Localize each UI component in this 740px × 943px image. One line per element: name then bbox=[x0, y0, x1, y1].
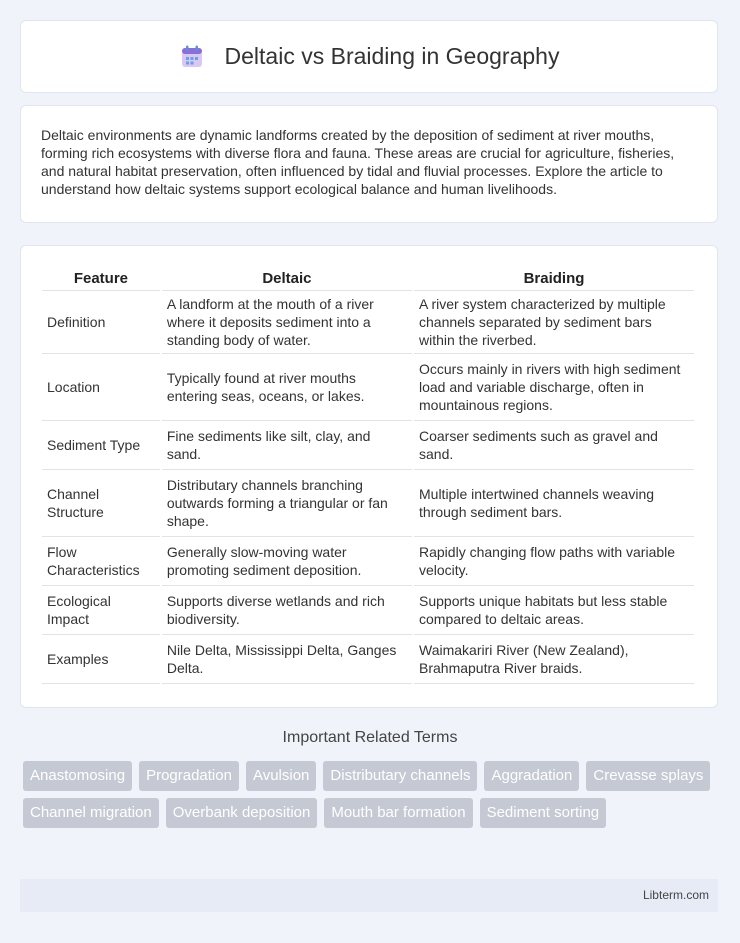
braiding-cell: Multiple intertwined channels weaving through sediment bars. bbox=[414, 470, 694, 537]
header-deltaic: Deltaic bbox=[162, 266, 412, 291]
related-terms-list bbox=[23, 761, 723, 828]
header-card bbox=[20, 20, 718, 93]
calendar-icon bbox=[179, 44, 205, 70]
related-terms-title: Important Related Terms bbox=[282, 729, 458, 746]
term-tag[interactable]: Crevasse splays bbox=[586, 761, 710, 791]
table-row bbox=[42, 537, 694, 586]
table-row bbox=[42, 421, 694, 470]
table-row bbox=[42, 291, 694, 354]
term-tag[interactable]: Distributary channels bbox=[323, 761, 477, 791]
braiding-cell: Coarser sediments such as gravel and sand. bbox=[414, 421, 694, 470]
deltaic-cell: Fine sediments like silt, clay, and sand. bbox=[162, 421, 412, 470]
term-tag[interactable]: Aggradation bbox=[484, 761, 579, 791]
braiding-cell: Rapidly changing flow paths with variable velocity. bbox=[414, 537, 694, 586]
table-row bbox=[42, 586, 694, 635]
deltaic-cell: Nile Delta, Mississippi Delta, Ganges Delta. bbox=[162, 635, 412, 684]
feature-cell: Ecological Impact bbox=[42, 586, 160, 635]
braiding-cell: A river system characterized by multiple channels separated by sediment bars within the riverbed. bbox=[414, 291, 694, 354]
page-title: Deltaic vs Braiding in Geography bbox=[224, 43, 560, 69]
header-feature: Feature bbox=[42, 266, 160, 291]
feature-cell: Location bbox=[42, 354, 160, 421]
term-tag[interactable]: Overbank deposition bbox=[166, 798, 318, 828]
feature-cell: Channel Structure bbox=[42, 470, 160, 537]
term-tag[interactable]: Progradation bbox=[139, 761, 239, 791]
feature-cell: Examples bbox=[42, 635, 160, 684]
deltaic-cell: Generally slow-moving water promoting sediment deposition. bbox=[162, 537, 412, 586]
deltaic-cell: Typically found at river mouths entering seas, oceans, or lakes. bbox=[162, 354, 412, 421]
comparison-table-card bbox=[20, 245, 718, 708]
feature-cell: Definition bbox=[42, 291, 160, 354]
table-header-row bbox=[42, 266, 694, 291]
header-braiding: Braiding bbox=[414, 266, 694, 291]
footer-link[interactable]: Libterm.com bbox=[642, 888, 709, 902]
deltaic-cell: A landform at the mouth of a river where it deposits sediment into a standing body of water. bbox=[162, 291, 412, 354]
term-tag[interactable]: Sediment sorting bbox=[480, 798, 607, 828]
comparison-table bbox=[40, 266, 696, 684]
braiding-cell: Waimakariri River (New Zealand), Brahmaputra River braids. bbox=[414, 635, 694, 684]
term-tag[interactable]: Anastomosing bbox=[23, 761, 132, 791]
table-row bbox=[42, 635, 694, 684]
intro-card bbox=[20, 105, 718, 223]
term-tag[interactable]: Avulsion bbox=[246, 761, 316, 791]
braiding-cell: Supports unique habitats but less stable compared to deltaic areas. bbox=[414, 586, 694, 635]
deltaic-cell: Supports diverse wetlands and rich biodiversity. bbox=[162, 586, 412, 635]
term-tag[interactable]: Mouth bar formation bbox=[324, 798, 472, 828]
term-tag[interactable]: Channel migration bbox=[23, 798, 159, 828]
table-row bbox=[42, 354, 694, 421]
deltaic-cell: Distributary channels branching outwards forming a triangular or fan shape. bbox=[162, 470, 412, 537]
table-row bbox=[42, 470, 694, 537]
feature-cell: Flow Characteristics bbox=[42, 537, 160, 586]
intro-text: Deltaic environments are dynamic landforms created by the deposition of sediment at river mouths, forming rich ecosystems with diverse flora and fauna. These areas are crucial for agriculture, fisheries, and natural habitat preservation, often influenced by tidal and fluvial processes. Explore the article to understand how deltaic systems support ecological balance and human livelihoods. bbox=[41, 127, 675, 197]
footer bbox=[20, 879, 718, 912]
braiding-cell: Occurs mainly in rivers with high sediment load and variable discharge, often in mountainous regions. bbox=[414, 354, 694, 421]
feature-cell: Sediment Type bbox=[42, 421, 160, 470]
